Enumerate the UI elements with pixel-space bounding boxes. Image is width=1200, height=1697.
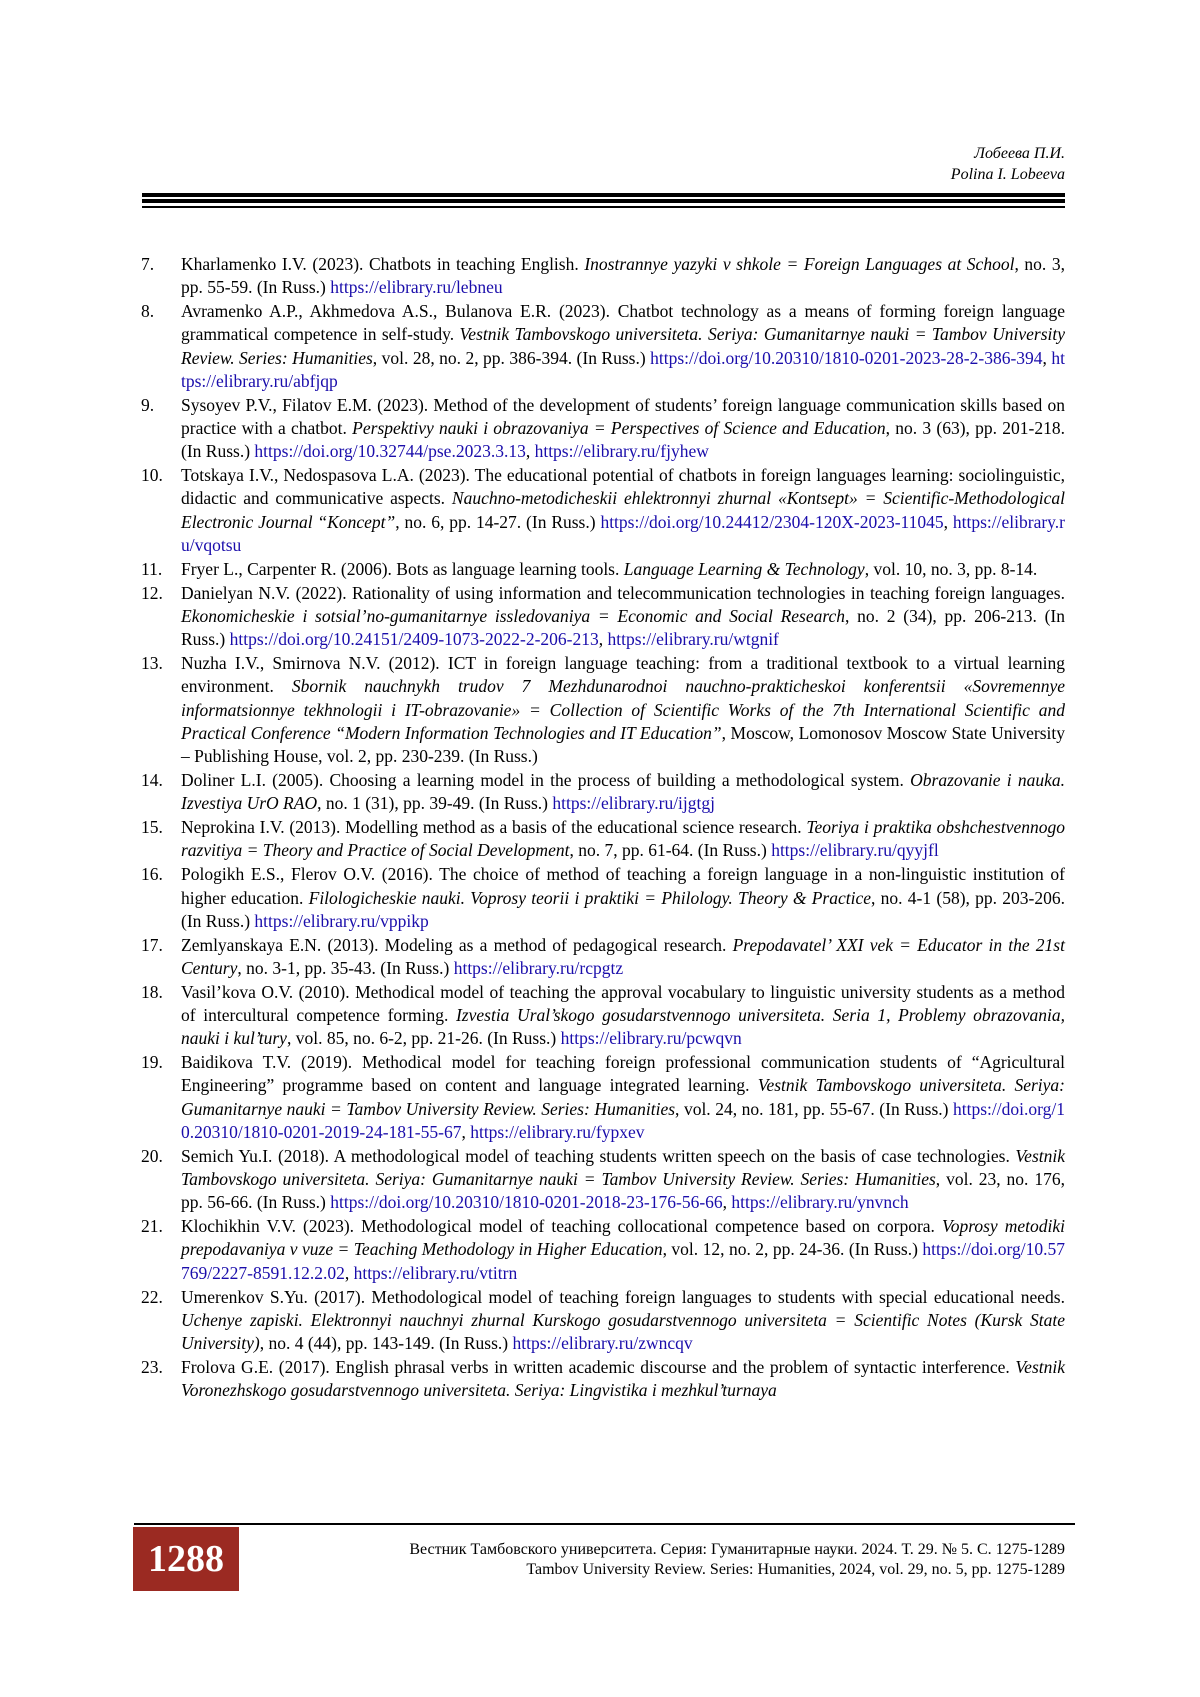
reference-source-title: Inostrannye yazyki v shkole = Foreign Languages at School [584, 254, 1015, 274]
reference-item [141, 558, 1065, 581]
reference-text: , [722, 1192, 732, 1213]
reference-link[interactable]: https://elibrary.ru/lebneu [330, 277, 503, 298]
reference-text: , no. 4-1 (58), pp. 203-206. (In Russ.) [181, 887, 1065, 931]
reference-source-title: Ekonomicheskie i sotsial’no-gumanitarnye issledovaniya = Economic and Social Research [181, 605, 846, 626]
reference-source-title: Filologicheskie nauki. Voprosy teorii i praktiki = Philology. Theory & Practice [308, 887, 872, 908]
reference-source-title: Obrazovanie i nauka. Izvestiya UrO RAO [181, 770, 1065, 814]
reference-link[interactable]: https://elibrary.ru/ynvnch [731, 1192, 909, 1213]
reference-number: 13. [141, 653, 163, 674]
reference-text: Totskaya I.V., Nedospasova L.A. (2023). The educational potential of chatbots in foreign languages learning: sociolinguistic, didactic and communicative aspects. [181, 465, 1065, 509]
reference-text: Avramenko A.P., Akhmedova A.S., Bulanova E.R. (2023). Chatbot technology as a means of forming foreign language grammatical competence in self-study. [181, 301, 1065, 345]
reference-item [141, 1145, 1065, 1215]
reference-text: Frolova G.E. (2017). English phrasal verbs in written academic discourse and the problem of syntactic interference. [181, 1356, 1016, 1377]
reference-item [141, 1286, 1065, 1356]
reference-link[interactable]: https://doi.org/10.20310/1810-0201-2018-23-176-56-66 [330, 1192, 723, 1213]
reference-text: , vol. 12, no. 2, pp. 24-36. (In Russ.) [662, 1239, 923, 1260]
reference-number: 12. [141, 582, 163, 603]
reference-link[interactable]: https://elibrary.ru/pcwqvn [560, 1028, 742, 1049]
reference-number: 7. [141, 254, 155, 274]
reference-text: , vol. 23, no. 176, pp. 56-66. (In Russ.) [181, 1169, 1065, 1213]
reference-text: Doliner L.I. (2005). Choosing a learning model in the process of building a methodological system. [181, 770, 911, 791]
reference-number: 17. [141, 934, 163, 955]
reference-link[interactable]: https://elibrary.ru/rcpgtz [453, 957, 624, 978]
reference-link[interactable]: https://elibrary.ru/zwncqv [512, 1333, 693, 1354]
reference-item [141, 1356, 1065, 1403]
reference-number: 9. [141, 394, 155, 415]
reference-text: , [344, 1262, 354, 1283]
reference-link[interactable]: https://elibrary.ru/vqotsu [181, 511, 1065, 556]
reference-item [141, 769, 1065, 816]
reference-text: , [598, 629, 608, 650]
reference-source-title: Language Learning & Technology [623, 558, 865, 579]
reference-text: , vol. 28, no. 2, pp. 386-394. (In Russ.) [372, 347, 651, 368]
reference-text: Klochikhin V.V. (2023). Methodological model of teaching collocational competence based on corpora. [181, 1216, 942, 1237]
header-rule [142, 193, 1065, 208]
reference-item [141, 394, 1065, 464]
reference-link[interactable]: https://doi.org/10.20310/1810-0201-2023-28-2-386-394 [650, 347, 1043, 368]
reference-source-title: Vestnik Tambovskogo universiteta. Seriya: Gumanitarnye nauki = Tambov University Review. Series: Humanities [181, 324, 1066, 368]
author-name-en: Polina I. Lobeeva [950, 166, 1065, 183]
reference-text: , no. 3, pp. 55-59. (In Russ.) [181, 254, 1065, 298]
reference-text: , [525, 441, 535, 462]
reference-source-title: Vestnik Tambovskogo universiteta. Seriya: Gumanitarnye nauki = Tambov University Review. Series: Humanities [181, 1145, 1065, 1190]
reference-source-title: Teoriya i praktika obshchestvennogo razvitiya = Theory and Practice of Social Development [181, 817, 1065, 861]
reference-source-title: Vestnik Tambovskogo universiteta. Seriya: Gumanitarnye nauki = Tambov University Review. Series: Humanities [181, 1075, 1066, 1119]
reference-link[interactable]: https://elibrary.ru/vppikp [254, 910, 429, 931]
reference-text: , no. 7, pp. 61-64. (In Russ.) [569, 840, 772, 861]
reference-text: , no. 3 (63), pp. 201-218. (In Russ.) [181, 418, 1065, 462]
reference-text: , vol. 10, no. 3, pp. 8-14. [864, 558, 1038, 579]
reference-text: Fryer L., Carpenter R. (2006). Bots as language learning tools. [181, 558, 624, 579]
reference-number: 23. [141, 1356, 163, 1377]
reference-source-title: Perspektivy nauki i obrazovaniya = Perspectives of Science and Education [352, 418, 886, 439]
reference-link[interactable]: https://elibrary.ru/qyyjfl [771, 840, 939, 861]
reference-link[interactable]: https://elibrary.ru/abfjqp [181, 347, 1066, 391]
running-header [951, 143, 1065, 185]
reference-item [141, 816, 1065, 863]
reference-number: 18. [141, 981, 163, 1002]
footer-rule [134, 1523, 1075, 1525]
reference-source-title: Izvestia Ural’skogo gosudarstvennogo universiteta. Seria 1, Problemy obrazovania, nauki i kul’tury [181, 1005, 1065, 1049]
reference-link[interactable]: https://elibrary.ru/vtitrn [353, 1262, 518, 1283]
reference-text: Baidikova T.V. (2019). Methodical model for teaching foreign professional communication students of “Agricultural Engineering” programme based on content and language integrated learning. [181, 1052, 1065, 1096]
reference-source-title: Nauchno-metodicheskii ehlektronnyi zhurnal «Kontsept» = Scientific-Methodological Electronic Journal “Koncept” [181, 488, 1065, 532]
reference-link[interactable]: https://elibrary.ru/ijgtgj [552, 793, 716, 814]
journal-citation-en: Tambov University Review. Series: Humanities, 2024, vol. 29, no. 5, pp. 1275-1289 [526, 1561, 1065, 1578]
reference-text: , [461, 1121, 471, 1142]
reference-item [141, 652, 1065, 768]
reference-number: 21. [141, 1216, 163, 1237]
reference-text: Danielyan N.V. (2022). Rationality of using information and telecommunication technologies in teaching foreign languages. [181, 582, 1065, 603]
reference-text: Kharlamenko I.V. (2023). Chatbots in teaching English. [181, 254, 585, 274]
reference-text: Nuzha I.V., Smirnova N.V. (2012). ICT in foreign language teaching: from a traditional textbook to a virtual learning environment. [181, 653, 1065, 697]
reference-text: , vol. 24, no. 181, pp. 55-67. (In Russ.) [675, 1098, 954, 1119]
page-number: 1288 [148, 1538, 224, 1580]
reference-item [141, 1051, 1065, 1144]
reference-link[interactable]: https://doi.org/10.24151/2409-1073-2022-2-206-213 [229, 629, 599, 650]
reference-number: 19. [141, 1052, 163, 1073]
reference-text: , no. 3-1, pp. 35-43. (In Russ.) [237, 957, 454, 978]
author-name-ru: Лобеева П.И. [974, 145, 1065, 162]
reference-number: 22. [141, 1286, 163, 1307]
reference-link[interactable]: https://doi.org/10.57769/2227-8591.12.2.02 [181, 1239, 1066, 1283]
reference-item [141, 464, 1065, 557]
reference-text: , no. 2 (34), pp. 206-213. (In Russ.) [181, 605, 1065, 650]
reference-text: Semich Yu.I. (2018). A methodological model of teaching students written speech on the basis of case technologies. [181, 1145, 1016, 1166]
reference-source-title: Sbornik nauchnykh trudov 7 Mezhdunarodnoi nauchno-prakticheskoi konferentsii «Sovremennye informatsionnye tekhnologii i IT-obrazovanie» = Collection of Scientific Works of the 7th International Scientific and Practical Conference “Modern Information Technologies and IT Education” [181, 676, 1065, 743]
reference-number: 8. [141, 301, 155, 322]
reference-link[interactable]: https://doi.org/10.24412/2304-120X-2023-11045 [600, 511, 944, 532]
reference-text: Umerenkov S.Yu. (2017). Methodological model of teaching foreign languages to students with special educational needs. [181, 1286, 1065, 1307]
reference-source-title: Uchenye zapiski. Elektronnyi nauchnyi zhurnal Kurskogo gosudarstvennogo universiteta = Scientific Notes (Kursk State University) [181, 1309, 1065, 1354]
reference-item [141, 981, 1065, 1051]
journal-citation-ru: Вестник Тамбовского университета. Серия: Гуманитарные науки. 2024. Т. 29. № 5. С. 1275-1289 [409, 1541, 1065, 1558]
reference-link[interactable]: https://elibrary.ru/fypxev [470, 1121, 645, 1142]
reference-number: 10. [141, 465, 163, 486]
reference-text: , [943, 511, 953, 532]
reference-item [141, 300, 1065, 393]
reference-number: 15. [141, 817, 163, 838]
reference-number: 11. [141, 558, 163, 579]
reference-text: , no. 1 (31), pp. 39-49. (In Russ.) [317, 793, 553, 814]
reference-text: , [1042, 347, 1052, 368]
reference-link[interactable]: https://doi.org/10.32744/pse.2023.3.13 [254, 441, 526, 462]
reference-text: Zemlyanskaya E.N. (2013). Modeling as a method of pedagogical research. [181, 934, 733, 955]
journal-footer [409, 1540, 1065, 1580]
page-number-box [133, 1527, 239, 1591]
reference-item [141, 582, 1065, 652]
reference-number: 16. [141, 864, 163, 885]
reference-text: Pologikh E.S., Flerov O.V. (2016). The choice of method of teaching a foreign language in a non-linguistic institution of higher education. [181, 864, 1065, 908]
reference-text: Neprokina I.V. (2013). Modelling method as a basis of the educational science research. [181, 817, 807, 838]
reference-item [141, 863, 1065, 933]
reference-text: Vasil’kova O.V. (2010). Methodical model of teaching the approval vocabulary to linguistic university students as a method of intercultural competence forming. [181, 981, 1065, 1025]
reference-link[interactable]: https://elibrary.ru/wtgnif [607, 629, 779, 650]
reference-text: Sysoyev P.V., Filatov E.M. (2023). Method of the development of students’ foreign language communication skills based on practice with a chatbot. [181, 394, 1065, 439]
reference-item [141, 1215, 1065, 1285]
reference-text: , no. 4 (44), pp. 143-149. (In Russ.) [259, 1333, 513, 1354]
reference-link[interactable]: https://doi.org/10.20310/1810-0201-2019-24-181-55-67 [181, 1098, 1065, 1142]
reference-source-title: Voprosy metodiki prepodavaniya v vuze = Teaching Methodology in Higher Education [181, 1216, 1065, 1260]
reference-source-title: Vestnik Voronezhskogo gosudarstvennogo universiteta. Seriya: Lingvistika i mezhkul’turnaya [181, 1356, 1065, 1401]
reference-text: , no. 6, pp. 14-27. (In Russ.) [395, 511, 601, 532]
reference-text: , Moscow, Lomonosov Moscow State University – Publishing House, vol. 2, pp. 230-239. (In Russ.) [181, 722, 1065, 767]
reference-number: 14. [141, 770, 163, 791]
reference-link[interactable]: https://elibrary.ru/fjyhew [534, 441, 709, 462]
reference-source-title: Prepodavatel’ XXI vek = Educator in the 21st Century [181, 934, 1065, 978]
reference-text: , vol. 85, no. 6-2, pp. 21-26. (In Russ.) [286, 1028, 561, 1049]
reference-item [141, 934, 1065, 981]
reference-list [141, 253, 1065, 1403]
reference-number: 20. [141, 1145, 163, 1166]
reference-item [141, 253, 1065, 300]
